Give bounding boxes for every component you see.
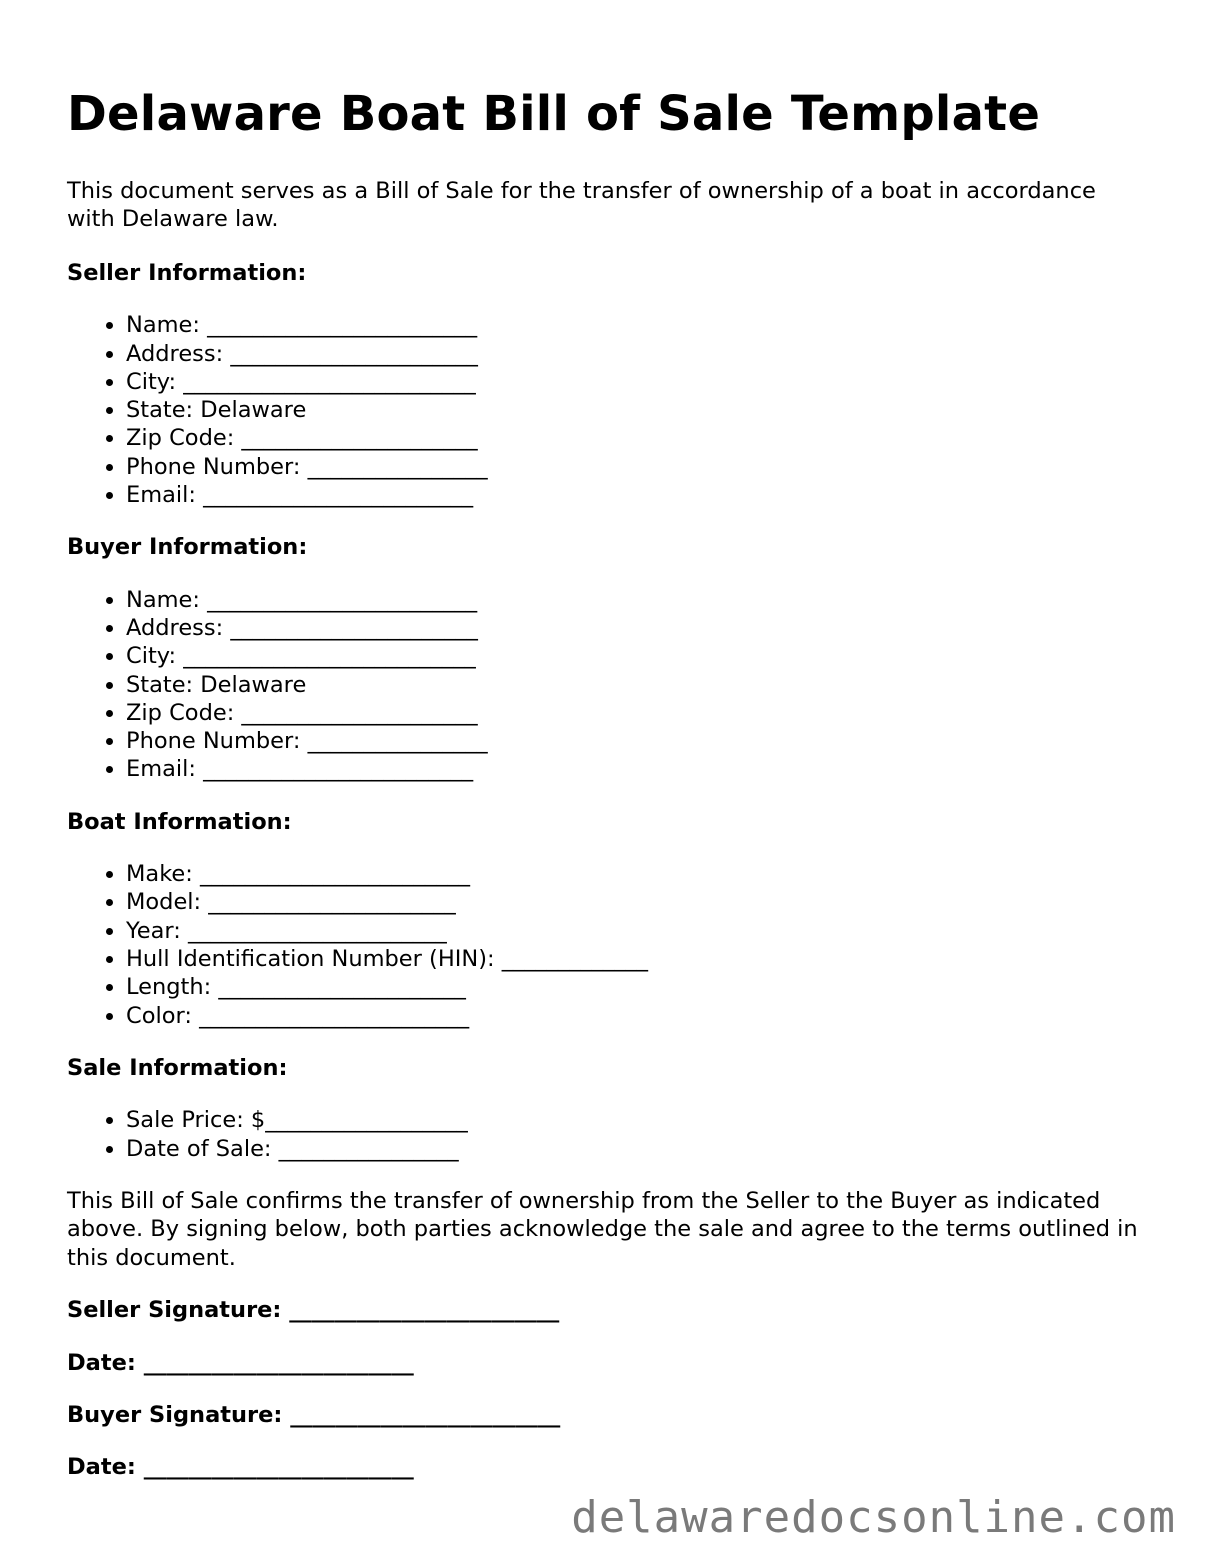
seller-city-field: • City: __________________________ xyxy=(126,368,1147,396)
closing-paragraph: This Bill of Sale confirms the transfer of ownership from the Seller to the Buyer as indicated above. By signing below, both parties acknowledge the sale and agree to the terms outlined in this document. xyxy=(67,1187,1138,1271)
boat-color-field: • Color: ________________________ xyxy=(126,1002,1147,1030)
boat-length-field: • Length: ______________________ xyxy=(126,973,1147,1001)
sale-date-field: • Date of Sale: ________________ xyxy=(126,1135,1147,1163)
seller-phone-field: • Phone Number: ________________ xyxy=(126,453,1147,481)
buyer-address-field: • Address: ______________________ xyxy=(126,614,1147,642)
buyer-email-field: • Email: ________________________ xyxy=(126,755,1147,783)
document-title: Delaware Boat Bill of Sale Template xyxy=(67,86,1041,142)
seller-date-line: Date: ________________________ xyxy=(67,1349,414,1376)
seller-address-field: • Address: ______________________ xyxy=(126,340,1147,368)
buyer-date-line: Date: ________________________ xyxy=(67,1454,414,1481)
buyer-city-field: • City: __________________________ xyxy=(126,642,1147,670)
seller-name-field: • Name: ________________________ xyxy=(126,311,1147,339)
buyer-state-field: • State: Delaware xyxy=(126,671,1147,699)
buyer-signature-line: Buyer Signature: ________________________ xyxy=(67,1402,561,1428)
seller-info-list xyxy=(67,311,1147,509)
seller-signature-line: Seller Signature: ________________________ xyxy=(67,1297,560,1324)
boat-info-list xyxy=(67,860,1147,1030)
seller-email-field: • Email: ________________________ xyxy=(126,481,1147,509)
boat-make-field: • Make: ________________________ xyxy=(126,860,1147,888)
boat-year-field: • Year: _______________________ xyxy=(126,917,1147,945)
boat-hin-field: • Hull Identification Number (HIN): _____________ xyxy=(126,945,1147,973)
sale-info-list xyxy=(67,1106,1147,1163)
seller-state-field: • State: Delaware xyxy=(126,396,1147,424)
buyer-phone-field: • Phone Number: ________________ xyxy=(126,727,1147,755)
document-page xyxy=(67,78,1147,1482)
buyer-section-heading: Buyer Information: xyxy=(67,534,308,561)
seller-section-heading: Seller Information: xyxy=(67,259,307,286)
sale-price-field: • Sale Price: $__________________ xyxy=(126,1106,1147,1134)
boat-section-heading: Boat Information: xyxy=(67,808,292,835)
site-watermark: delawaredocsonline.com xyxy=(571,1492,1176,1543)
boat-model-field: • Model: ______________________ xyxy=(126,888,1147,916)
buyer-info-list xyxy=(67,586,1147,784)
buyer-zip-field: • Zip Code: _____________________ xyxy=(126,699,1147,727)
buyer-name-field: • Name: ________________________ xyxy=(126,586,1147,614)
seller-zip-field: • Zip Code: _____________________ xyxy=(126,424,1147,452)
intro-paragraph: This document serves as a Bill of Sale for the transfer of ownership of a boat in accordance with Delaware law. xyxy=(67,178,1096,233)
sale-section-heading: Sale Information: xyxy=(67,1054,288,1081)
